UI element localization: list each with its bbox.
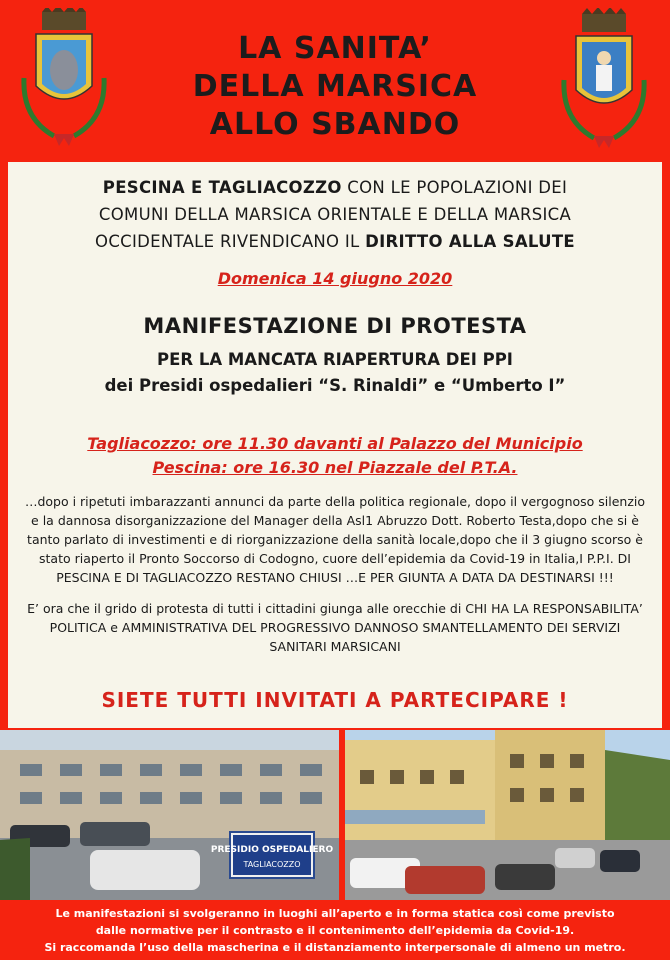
footer-notice bbox=[0, 900, 670, 960]
headline-main: MANIFESTAZIONE DI PROTESTA bbox=[143, 314, 527, 338]
headline-sub-1: PER LA MANCATA RIAPERTURA DEI PPI bbox=[157, 350, 513, 369]
intro-text-3: OCCIDENTALE RIVENDICANO IL bbox=[95, 232, 366, 251]
title-line-3: ALLO SBANDO bbox=[209, 107, 461, 142]
intro-bold-towns: PESCINA E TAGLIACOZZO bbox=[102, 178, 342, 197]
body-paragraph-1: …dopo i ripetuti imbarazzanti annunci da parte della politica regionale, dopo il vergognoso silenzio e la dannosa disorganizzazione del Manager della Asl1 Abruzzo Dott. Roberto Testa,dopo che si è tanto parlato di investimenti e di riorganizzazione della sanità locale,dopo che il 3 giugno scorso è stato riaperto il Pronto Soccorso di Codogno, cuore dell’epidemia da Covid-19 in Italia,I P.P.I. DI PESCINA E DI TAGLIACOZZO RESTANO CHIUSI …E PER GIUNTA A DATA DA DESTINARSI !!! bbox=[24, 494, 646, 585]
event-date: Domenica 14 giugno 2020 bbox=[217, 269, 453, 288]
hospital-sign-line-2: TAGLIACOZZO bbox=[243, 860, 301, 869]
intro-line-2: COMUNI DELLA MARSICA ORIENTALE E DELLA MARSICA bbox=[98, 205, 572, 224]
call-to-action: SIETE TUTTI INVITATI A PARTECIPARE ! bbox=[101, 688, 569, 712]
hospital-sign-line-1: PRESIDIO OSPEDALIERO bbox=[210, 845, 334, 855]
intro-text bbox=[28, 174, 642, 255]
hospital-photos bbox=[0, 730, 670, 900]
photo-pescina-hospital bbox=[345, 730, 670, 900]
location-tagliacozzo: Tagliacozzo: ore 11.30 davanti al Palazzo del Municipio bbox=[87, 434, 583, 453]
title-line-1: LA SANITA’ bbox=[238, 31, 432, 66]
footer-line-1: Le manifestazioni si svolgeranno in luoghi all’aperto e in forma statica così come previsto bbox=[55, 907, 615, 920]
headline-sub-2: dei Presidi ospedalieri “S. Rinaldi” e “Umberto I” bbox=[104, 376, 566, 395]
location-pescina: Pescina: ore 16.30 nel Piazzale del P.T.A. bbox=[152, 458, 518, 477]
headline-sub bbox=[8, 347, 662, 399]
intro-text-1: CON LE POPOLAZIONI DEI bbox=[341, 178, 568, 197]
body-text bbox=[22, 492, 648, 668]
poster-header bbox=[0, 0, 670, 160]
title-line-2: DELLA MARSICA bbox=[192, 69, 478, 104]
tagliacozzo-coat-of-arms-icon bbox=[554, 8, 654, 153]
footer-line-3: Si raccomanda l’uso della mascherina e il distanziamento interpersonale di almeno un metro. bbox=[44, 941, 626, 954]
poster-title bbox=[120, 30, 550, 144]
body-paragraph-2: E’ ora che il grido di protesta di tutti i cittadini giunga alle orecchie di CHI HA LA RESPONSABILITA’ POLITICA e AMMINISTRATIVA DEL PROGRESSIVO DANNOSO SMANTELLAMENTO DEI SERVIZI SANITARI MARSICANI bbox=[27, 601, 643, 654]
footer-line-2: dalle normative per il contrasto e il contenimento dell’epidemia da Covid-19. bbox=[95, 924, 575, 937]
photo-tagliacozzo-hospital bbox=[0, 730, 339, 900]
intro-bold-right: DIRITTO ALLA SALUTE bbox=[365, 232, 575, 251]
pescina-coat-of-arms-icon bbox=[14, 8, 114, 153]
event-locations bbox=[8, 432, 662, 480]
announcement-panel bbox=[8, 162, 662, 728]
